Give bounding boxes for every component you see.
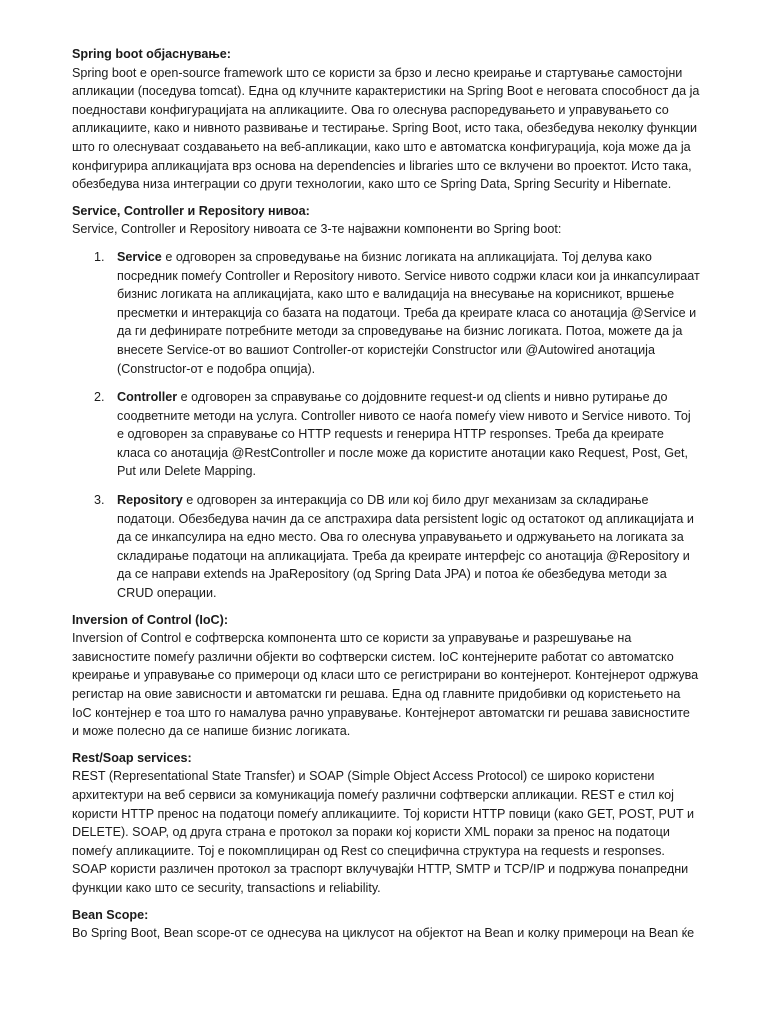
section-heading: Inversion of Control (IoC): [72,612,229,627]
list-item [72,491,700,603]
list-number: 1. [94,249,105,264]
section-spring-boot [72,45,700,194]
list-item [72,248,700,378]
list-text: е одговорен за интеракција со DB или кој било друг механизам за складирање податоци. Обезбедува начин да се апстрахира data persistent logic од остатокот од апликацијата и да се инкапсулира на едно место. Ова го олеснува управувањето и одржувањето на логиката за складирање податоци на апликацијата. Треба да креирате интерфејс со анотација @Repository и да се направи extends на JpaRepository (од Spring Data JPA) и потоа ќе обезбедува методи за CRUD операции. [117,493,694,601]
list-text: е одговорен за справување со дојдовните request-и од clients и нивно рутирање до соодветните методи на услуга. Controller нивото се наоѓа помеѓу view нивото и Service нивото. Тој е одговорен за справување со HTTP requests и генерира HTTP responses. Треба да креирате класа со анотација @RestController и после може да користите анотации како Request, Post, Get, Put или Delete Mapping. [117,390,691,479]
document-page [72,45,700,951]
list-text: е одговорен за спроведување на бизнис логиката на апликацијата. Тој делува како посредник помеѓу Controller и Repository нивото. Service нивото содржи класи кои ја инкапсулираат бизнис логиката на апликацијата, како што е валидација на внесување на корисникот, вршење пресметки и интеракција со базата на податоци. Треба да креирате класа со анотација @Service и да ги дефинирате потребните методи за спроведување на бизнис логиката. Потоа, можете да ја внесете Service-от во вашиот Controller-от користејќи Constructor или @Autowired анотација (Constructor-от е подобра опција). [117,249,700,376]
layers-list [72,248,700,603]
section-rest-soap [72,749,700,898]
list-number: 2. [94,390,105,405]
section-paragraph: Spring boot е open-source framework што се користи за брзо и лесно креирање и стартување самостојни апликации (поседува tomcat). Една од клучните карактеристики на Spring Boot е неговата способност да ја поедностави конфигурацијата на апликациите. Ова го олеснува распоредувањето и управувањето со апликациите, како и нивното развивање и тестирање. Spring Boot, исто така, обезбедува неколку функции што го олеснуваат создавањето на веб-апликации, како што е автоматска конфигурација, која може да ја конфигурира апликацијата врз основа на dependencies и libraries што се вклучени во проектот. Исто така, обезбедува низа интеграции со други технологии, како што се Spring Data, Spring Security и Hibernate. [72,65,700,192]
section-paragraph: REST (Representational State Transfer) и SOAP (Simple Object Access Protocol) се широко користени архитектури на веб сервиси за комуникација помеѓу различни софтверски апликации. REST е стил кој користи HTTP пренос на податоци помеѓу апликациите. Тој користи HTTP повици (како GET, POST, PUT и DELETE). SOAP, од друга страна е протокол за пораки кој користи XML пораки за пренос на податоци помеѓу апликациите. Тој е покомплициран од Rest со специфична структура на requests и responses. SOAP користи различен протокол за траспорт вклучувајќи HTTP, SMTP и TCP/IP и подржува понапредни функции како што се security, transactions и reliability. [72,769,695,895]
section-heading: Bean Scope: [72,907,149,922]
section-heading: Rest/Soap services: [72,750,192,765]
list-term: Controller [117,390,178,405]
list-term: Service [117,249,162,264]
section-heading: Spring boot објаснување: [72,47,231,61]
section-paragraph: Inversion of Control е софтверска компонента што се користи за управување и разрешување на зависностите помеѓу различни објекти во софтверски систем. IoC контејнерите работат со автоматско креирање и управување со примероци од класи што се регистрирани во контејнерот. Контејнерот одржува регистар на овие зависности и автоматски ги решава. Една од главните придобивки од користењето на IoC контејнер е тоа што го намалува рачно управување. Контејнерот автоматски ги решава зависностите и може полесно да се напише бизнис логиката. [72,631,699,739]
section-intro: Service, Controller и Repository нивоата се 3-те најважни компоненти во Spring boot: [72,222,562,237]
section-ioc [72,611,700,741]
list-term: Repository [117,493,183,508]
section-paragraph: Во Spring Boot, Bean scope-от се однесува на циклусот на објектот на Bean и колку примероци на Bean ќе [72,926,695,941]
section-bean-scope [72,906,700,943]
section-layers [72,202,700,603]
section-heading: Service, Controller и Repository нивоа: [72,203,310,218]
list-item [72,388,700,481]
list-number: 3. [94,493,105,508]
